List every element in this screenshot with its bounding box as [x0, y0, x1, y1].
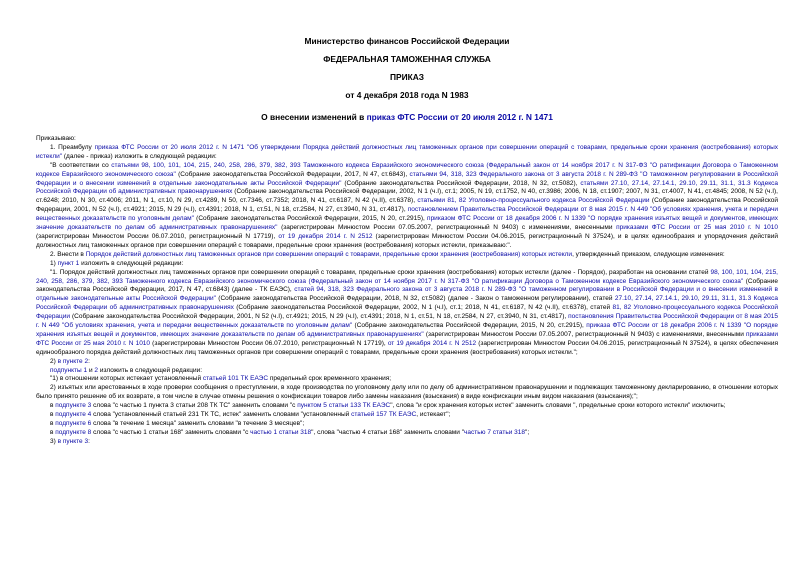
paragraph-item-1 [36, 144, 778, 162]
paragraph-subitem-3 [36, 438, 778, 447]
doc-link[interactable]: постановления Правительства Российской Федерации от 8 мая 2015 г. N 449 "Об условиях хранения, учета и передачи вещественных доказательств по уголовным делам" [36, 313, 778, 330]
text-run: предельный срок временного хранения; [268, 375, 392, 383]
text-run: (зарегистрирован Минюстом России 06.07.2010, регистрационный N 17719), [36, 232, 279, 240]
text-run: ", слова "и срок хранения которых истек" заменить словами ", предельные сроки которого истекли" исключить; [390, 402, 726, 410]
doc-link[interactable]: пункт 1 [57, 259, 80, 267]
paragraph-subpoint-6 [36, 420, 778, 429]
doc-link[interactable]: статьями 81, 82 Уголовно-процессуального кодекса Российской Федерации [417, 197, 650, 205]
paragraph-new-subpoint-2: 2) изъятых или арестованных в ходе проверки сообщения о преступлении, в ходе производства по уголовному делу или по делу об административном правонарушении и подлежащих таможенному декларированию, в отношении которых было принято решение об их возврате, в том числе в случае отмены решения о конфискации товаров либо замены наказания (взыскания) в виде конфискации иным видом наказания (взыскания);"; [36, 384, 778, 401]
doc-link[interactable]: Порядок действий должностных лиц таможенных органов при совершении операций с товарами, предельные сроки хранения (востребования) которых истекли [85, 250, 573, 258]
doc-link[interactable]: от 19 декабря 2014 г. N 2512 [278, 232, 373, 240]
text-run: , истекает"; [416, 411, 451, 419]
text-run: слова "в течение 1 месяца" заменить словами "в течение 3 месяцев"; [91, 420, 305, 427]
text-run: "; [525, 428, 530, 436]
text-run: слова "с частью 1 статьи 168" заменить словами "с [91, 428, 251, 436]
doc-link[interactable]: постановлением Правительства Российской Федерации от 8 мая 2015 г. N 449 "Об условиях хранения, учета и передачи вещественных доказательств по уголовным делам" [36, 206, 779, 223]
document-date: от 4 декабря 2018 года N 1983 [345, 90, 469, 100]
text-run: (Собрание законодательства Российской Федерации, 2018, N 32, ст.5082) (далее - Закон о таможенном регулировании), статей [215, 295, 615, 303]
doc-link[interactable]: приказом ФТС России от 18 декабря 2006 г. N 1339 "О порядке хранения изъятых вещей и документов, имеющих значение доказательств по делам об административных правонарушениях" [36, 215, 778, 232]
doc-link[interactable]: приказами ФТС России от 25 мая 2010 г. N 1010 [616, 224, 778, 232]
text-run: (зарегистрирован Минюстом России 06.07.2010, регистрационный N 17719), [150, 339, 388, 347]
doc-link[interactable]: подпункте 4 [55, 411, 92, 419]
service-heading: ФЕДЕРАЛЬНАЯ ТАМОЖЕННАЯ СЛУЖБА [323, 54, 491, 64]
text-run: (Собрание законодательства Российской Федерации, 2018, N 32, ст.5082), [341, 179, 581, 187]
text-run: (Собрание законодательства Российской Федерации, 2017, N 47, ст.6843) (далее - ТК ЕАЭС), [36, 277, 778, 294]
doc-link[interactable]: подпункте 3 [55, 402, 92, 410]
doc-link[interactable]: 27.10, 27.14, 27.14.1, 29.10, 29.11, 31.1, 31.3 Кодекса Российской Федерации об административных правонарушениях [36, 295, 778, 312]
paragraph-subpoint-8 [36, 429, 778, 438]
text-run: в [50, 402, 56, 410]
doc-link[interactable]: статьей 101 ТК ЕАЭС [202, 375, 269, 383]
doc-link[interactable]: статьями 94, 318, 323 Федерального закона от 3 августа 2018 г. N 289-ФЗ "О таможенном регулировании в Российской Федерации и о внесении изменений в отдельные законодательные акты Российской Федерации" [36, 170, 779, 187]
text-run: , утвержденный приказом, следующие изменения: [572, 250, 725, 258]
text-run: 3) [50, 437, 58, 445]
subject-text: О внесении изменений в [261, 112, 367, 122]
doc-link[interactable]: 98, 100, 101, 104, 215, 240, 258, 286, 379, 382, 393 Таможенного кодекса Евразийского экономического союза (Федеральный закон от 14 ноября 2017 г. N 317-ФЗ "О ратификации Договора о Таможенном кодексе Евразийского экономического союза" [36, 268, 778, 285]
doc-link[interactable]: приказами ФТС России от 25 мая 2010 г. N 1010 [36, 330, 779, 347]
paragraph-item-2 [36, 251, 778, 260]
text-run: в [50, 420, 56, 427]
text-run: 2) [50, 357, 58, 365]
text-run: (зарегистрирован Минюстом России 04.06.2015, регистрационный N 37524), в целях обеспечения единообразного порядка действий должностных лиц таможенных органов при совершении операций с товарами, предельные сроки хранения (востребования) которых истекли."; [36, 339, 778, 356]
text-run: (далее - приказ) изложить в следующей редакции: [62, 152, 217, 160]
doc-link[interactable]: подпункты 1 [50, 366, 88, 374]
doc-link[interactable]: статьями 27.10, 27.14, 27.14.1, 29.10, 29.11, 31.1, 31.3 Кодекса Российской Федерации об административных правонарушениях [36, 179, 778, 196]
text-run: слова "с частью 1 пункта 3 статьи 208 ТК ТС" заменить словами "с [91, 402, 298, 410]
text-run: слова "установленный статьей 231 ТК ТС, истек" заменить словами "установленный [91, 411, 352, 419]
doc-link[interactable]: статьей 157 ТК ЕАЭС [351, 411, 417, 419]
text-run: (Собрание законодательства Российской Федерации, 2002, N 1 (ч.I), ст.1; 2018, N 41, ст.6187, N 42 (ч.II), ст.6378), статей [233, 304, 613, 312]
text-run: : [88, 437, 90, 445]
doc-link[interactable]: подпункте 6 [55, 420, 92, 427]
paragraph-subitem-1 [36, 260, 778, 269]
text-run: "1. Порядок действий должностных лиц таможенных органов при совершении операций с товарами, предельные сроки хранения (востребования) которых истекли (далее - Порядок), разработан на основании статей [50, 268, 711, 276]
text-run: 1. Преамбулу [50, 143, 95, 151]
text-run: (зарегистрирован Минюстом России 07.05.2007, регистрационный N 9403) с изменениями, внесенными [423, 330, 747, 338]
text-run: 1) [50, 259, 58, 267]
doc-link[interactable]: в пункте 2 [57, 357, 89, 365]
text-run: в [50, 411, 56, 419]
text-run: и [87, 366, 95, 374]
text-run: изложить в следующей редакции: [98, 366, 203, 374]
document-subject [36, 112, 778, 122]
doc-link[interactable]: частью 7 статьи 318 [464, 428, 526, 436]
paragraph-subpoint-3 [36, 402, 778, 411]
text-run: (зарегистрирован Минюстом России 07.05.2007, регистрационный N 9403) с изменениями, внесенными [277, 224, 617, 232]
doc-link[interactable]: пунктом 5 статьи 133 ТК ЕАЭС [297, 402, 391, 410]
text-run: : [88, 357, 90, 365]
text-run: (Собрание законодательства Российской Федерации, 2001, N 52 (ч.I), ст.4921; 2015, N 29 (ч.I), ст.4391; 2018, N 1, ст.51, N 18, ст.2584, N 27, ст.3940, N 31, ст.4817), [70, 313, 569, 321]
doc-link[interactable]: подпункте 8 [55, 428, 92, 436]
intro-paragraph: Приказываю: [36, 135, 76, 142]
text-run: "В соответствии со [50, 161, 112, 169]
doc-link[interactable]: от 19 декабря 2014 г. N 2512 [387, 339, 477, 347]
text-run: 2. Внести в [50, 250, 86, 258]
doc-link[interactable]: статей 94, 318, 323 Федерального закона от 3 августа 2018 г. N 289-ФЗ "О таможенном регулировании в Российской Федерации и о внесении изменений в отдельные законодательные акты Российской Федерации" [36, 286, 778, 303]
text-run: (Собрание законодательства Российской Федерации, 2002, N 1 (ч.I), ст.1; 2005, N 19, ст.1752, N 40, ст.3986; 2006, N 18, ст.1907; 2007, N 31, ст.4007, N 41, ст.4845; 2008, N 52 (ч.I), ст.6248; 2010, N 30, ст.4006; 2011, N 1, ст.10, N 29, ст.4289, N 50, ст.7346, ст.7352; 2018, N 41, ст.6187, N 42 (ч.II), ст.6378), [36, 188, 778, 205]
text-run: (Собрание законодательства Российской Федерации, 2015, N 20, ст.2915), [193, 215, 428, 223]
ministry-heading: Министерство финансов Российской Федерации [304, 36, 510, 46]
text-run: в [50, 428, 56, 436]
text-run: (Собрание законодательства Российской Федерации, 2017, N 47, ст.6843), [175, 170, 410, 178]
subject-link[interactable]: приказ ФТС России от 20 июля 2012 г. N 1471 [366, 112, 553, 122]
doc-link[interactable]: статьями 98, 100, 101, 104, 215, 240, 258, 286, 379, 382, 393 Таможенного кодекса Евразийского экономического союза (Федеральный закон от 14 ноября 2017 г. N 317-ФЗ "О ратификации Договора о Таможенном кодексе Евразийского экономического союза" [36, 161, 778, 178]
text-run: (Собрание законодательства Российской Федерации, 2015, N 20, ст.2915), [352, 322, 587, 330]
text-run: "1) в отношении которых истекает установленный [50, 375, 203, 383]
doc-link[interactable]: приказа ФТС России от 20 июля 2012 г. N 1471 "Об утверждении Порядка действий должностных лиц таможенных органов при совершении операций с товарами, предельные сроки хранения (востребования) которых истекли" [36, 143, 778, 160]
text-run: (Собрание законодательства Российской Федерации, 2001, N 52 (ч.I), ст.4921; 2015, N 29 (ч.I), ст.4391; 2018, N 1, ст.51, N 18, ст.2584, N 27, ст.3940, N 31, ст.4817), [36, 197, 778, 214]
paragraph-preamble [36, 162, 778, 251]
document-kind: ПРИКАЗ [389, 72, 425, 82]
paragraph-subpoint-4 [36, 411, 778, 420]
text-run: изложить в следующей редакции: [79, 259, 184, 267]
text-run: ", слова "частью 4 статьи 168" заменить словами " [311, 428, 465, 436]
doc-link[interactable]: в пункте 3 [57, 437, 89, 445]
doc-link[interactable]: 2 [94, 366, 99, 374]
doc-link[interactable]: 81, 82 Уголовно-процессуального кодекса Российской Федерации [36, 304, 779, 321]
paragraph-subitem-2 [36, 358, 778, 367]
text-run: (зарегистрирован Минюстом России 04.06.2015, регистрационный N 37524), и в целях единообразия и упорядочения действий должностных лиц таможенных органов при совершении операций с товарами, предельные сроки хранения (востребования) которых истекли, приказываю:". [36, 232, 778, 249]
doc-link[interactable]: частью 1 статьи 318 [250, 428, 312, 436]
document-body [36, 135, 778, 447]
paragraph-point-1-text [36, 269, 778, 358]
doc-link[interactable]: приказа ФТС России от 18 декабря 2006 г. N 1339 "О порядке хранения изъятых вещей и документов, имеющих значение доказательств по делам об административных правонарушениях" [36, 322, 779, 338]
